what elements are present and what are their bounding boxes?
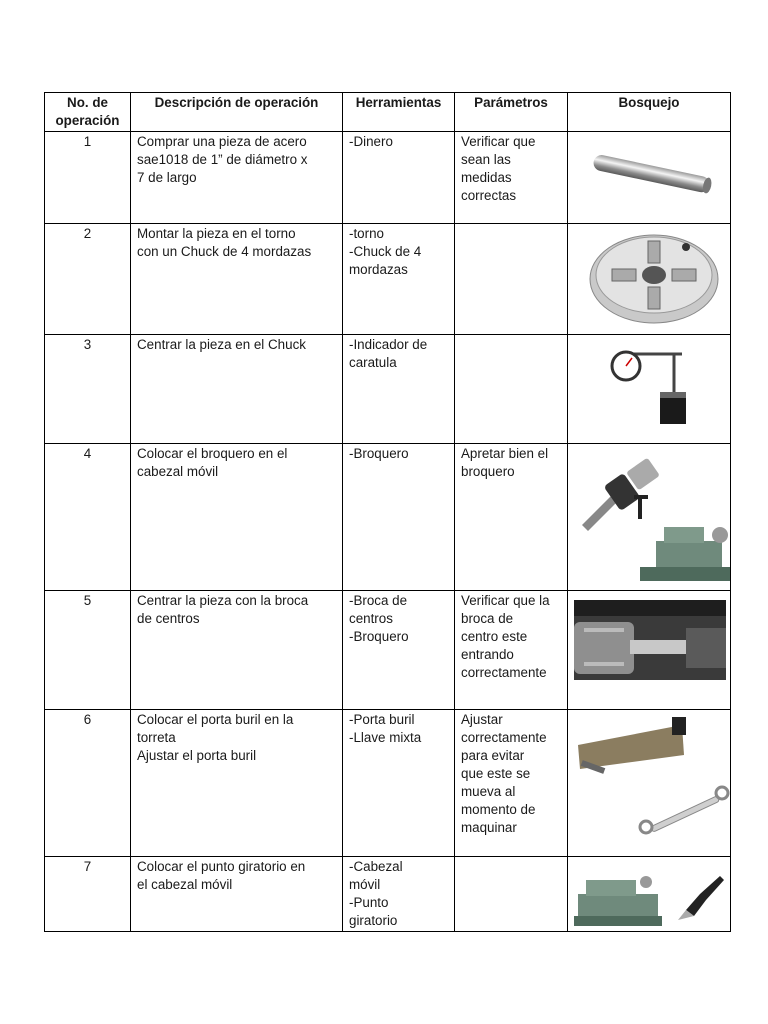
table-row <box>45 224 731 335</box>
header-num: No. de operación <box>45 93 131 132</box>
operation-description <box>131 224 343 335</box>
parameters-line: maquinar <box>461 820 517 835</box>
header-params: Parámetros <box>455 93 568 132</box>
table-row <box>45 857 731 932</box>
operation-parameters <box>455 591 568 710</box>
operation-description <box>131 444 343 591</box>
parameters-line: Ajustar <box>461 712 503 727</box>
center-drilling-photo-icon <box>574 592 724 684</box>
tools-line: -Punto <box>349 895 389 910</box>
description-line: torreta <box>137 730 176 745</box>
table-row <box>45 710 731 857</box>
tools-line: centros <box>349 611 393 626</box>
tools-line: -Indicador de <box>349 337 428 352</box>
description-line: cabezal móvil <box>137 464 219 479</box>
operation-description <box>131 335 343 444</box>
operation-sketch <box>568 335 731 444</box>
parameters-line: Apretar bien el <box>461 446 549 461</box>
operation-description <box>131 857 343 932</box>
operation-sketch <box>568 132 731 224</box>
tool-holder-wrench-icon <box>574 711 724 851</box>
operation-number: 2 <box>45 224 131 335</box>
tools-line: -Broca de <box>349 593 408 608</box>
description-line: con un Chuck de 4 mordazas <box>137 244 312 259</box>
operation-number: 5 <box>45 591 131 710</box>
four-jaw-chuck-icon <box>574 225 724 329</box>
header-desc: Descripción de operación <box>131 93 343 132</box>
steel-rod-icon <box>574 133 724 219</box>
operation-parameters <box>455 857 568 932</box>
parameters-line: broquero <box>461 464 515 479</box>
operation-sketch <box>568 591 731 710</box>
operation-tools <box>343 132 455 224</box>
dial-indicator-icon <box>574 336 724 436</box>
parameters-line: Verificar que la <box>461 593 550 608</box>
tools-line: -Porta buril <box>349 712 415 727</box>
operations-table <box>44 92 731 932</box>
operation-description <box>131 591 343 710</box>
header-tools: Herramientas <box>343 93 455 132</box>
description-line: Colocar el broquero en el <box>137 446 288 461</box>
description-line: Ajustar el porta buril <box>137 748 257 763</box>
tools-line: móvil <box>349 877 381 892</box>
tools-line: -Broquero <box>349 446 409 461</box>
operation-parameters <box>455 710 568 857</box>
operation-number: 4 <box>45 444 131 591</box>
operation-tools <box>343 710 455 857</box>
tools-line: -Dinero <box>349 134 393 149</box>
tools-line: -Chuck de 4 <box>349 244 422 259</box>
description-line: 7 de largo <box>137 170 197 185</box>
parameters-line: que este se <box>461 766 531 781</box>
drill-chuck-tailstock-icon <box>574 445 724 585</box>
parameters-line: entrando <box>461 647 514 662</box>
operation-tools <box>343 857 455 932</box>
description-line: Colocar el porta buril en la <box>137 712 294 727</box>
parameters-line: medidas <box>461 170 512 185</box>
operation-number: 7 <box>45 857 131 932</box>
operation-sketch <box>568 857 731 932</box>
parameters-line: momento de <box>461 802 536 817</box>
operation-number: 6 <box>45 710 131 857</box>
tools-line: -Llave mixta <box>349 730 422 745</box>
parameters-line: Verificar que <box>461 134 536 149</box>
table-row <box>45 591 731 710</box>
operation-tools <box>343 444 455 591</box>
operation-tools <box>343 591 455 710</box>
parameters-line: broca de <box>461 611 514 626</box>
description-line: Comprar una pieza de acero <box>137 134 307 149</box>
operation-number: 3 <box>45 335 131 444</box>
parameters-line: centro este <box>461 629 528 644</box>
parameters-line: mueva al <box>461 784 516 799</box>
parameters-line: correctamente <box>461 730 547 745</box>
operation-parameters <box>455 224 568 335</box>
operation-parameters <box>455 132 568 224</box>
tools-line: giratorio <box>349 913 398 928</box>
table-row <box>45 132 731 224</box>
table-row <box>45 444 731 591</box>
description-line: Centrar la pieza en el Chuck <box>137 337 306 352</box>
parameters-line: sean las <box>461 152 511 167</box>
parameters-line: correctas <box>461 188 517 203</box>
tools-line: -Broquero <box>349 629 409 644</box>
operation-tools <box>343 224 455 335</box>
tools-line: -torno <box>349 226 384 241</box>
tools-line: -Cabezal <box>349 859 403 874</box>
operation-sketch <box>568 444 731 591</box>
operation-tools <box>343 335 455 444</box>
description-line: Colocar el punto giratorio en <box>137 859 306 874</box>
header-row <box>45 93 731 132</box>
description-line: Montar la pieza en el torno <box>137 226 296 241</box>
table-row <box>45 335 731 444</box>
operation-description <box>131 132 343 224</box>
tools-line: caratula <box>349 355 397 370</box>
operation-sketch <box>568 224 731 335</box>
description-line: sae1018 de 1” de diámetro x <box>137 152 308 167</box>
description-line: el cabezal móvil <box>137 877 233 892</box>
tools-line: mordazas <box>349 262 408 277</box>
operation-parameters <box>455 335 568 444</box>
tailstock-live-center-icon <box>574 858 724 928</box>
header-sketch: Bosquejo <box>568 93 731 132</box>
description-line: de centros <box>137 611 200 626</box>
operation-sketch <box>568 710 731 857</box>
parameters-line: para evitar <box>461 748 525 763</box>
operation-parameters <box>455 444 568 591</box>
parameters-line: correctamente <box>461 665 547 680</box>
description-line: Centrar la pieza con la broca <box>137 593 309 608</box>
operation-description <box>131 710 343 857</box>
operation-number: 1 <box>45 132 131 224</box>
